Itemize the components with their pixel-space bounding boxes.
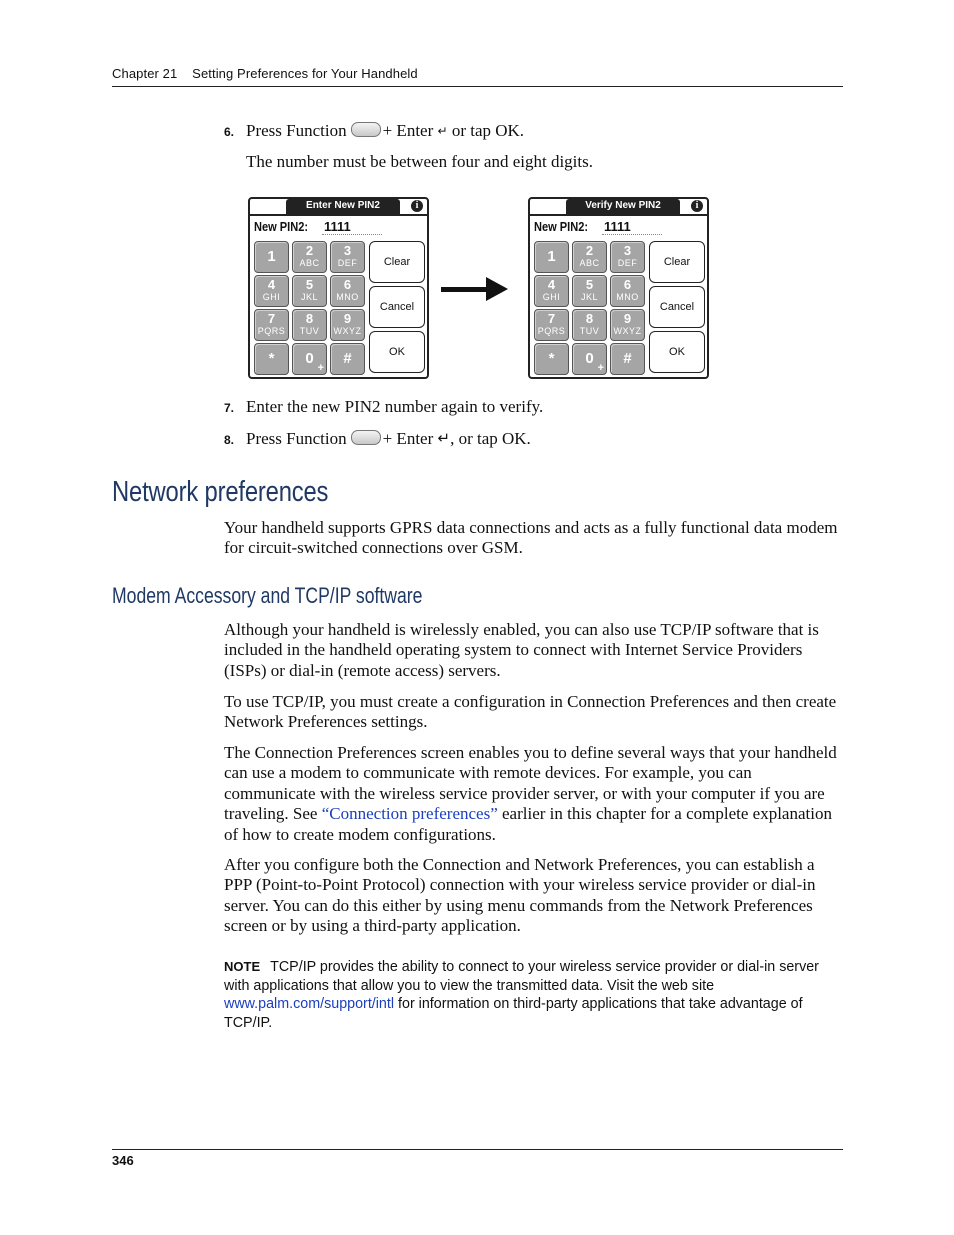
subsection-heading: Modem Accessory and TCP/IP software bbox=[112, 583, 423, 608]
key-digit: 9 bbox=[623, 311, 632, 326]
key-letters: TUV bbox=[299, 326, 320, 336]
keypad-key[interactable] bbox=[610, 275, 645, 307]
key-digit: 5 bbox=[305, 277, 314, 292]
step-6-note: The number must be between four and eight digits. bbox=[246, 152, 593, 171]
key-letters: DEF bbox=[337, 258, 358, 268]
function-key-icon bbox=[351, 122, 381, 137]
keypad-key[interactable] bbox=[254, 241, 289, 273]
key-letters: MNO bbox=[616, 292, 639, 302]
screen-title: Verify New PIN2 bbox=[566, 199, 680, 214]
step-text-mid: + Enter bbox=[382, 121, 434, 140]
section-intro: Your handheld supports GPRS data connections and acts as a fully functional data modem for circuit-switched connections over GSM. bbox=[224, 518, 838, 558]
key-digit: 8 bbox=[305, 311, 314, 326]
key-letters: PQRS bbox=[257, 326, 286, 336]
key-digit: 3 bbox=[343, 243, 352, 258]
key-letters: ABC bbox=[299, 258, 320, 268]
info-icon[interactable]: i bbox=[691, 200, 703, 212]
key-digit: 1 bbox=[267, 248, 276, 265]
paragraph-2: To use TCP/IP, you must create a configuration in Connection Preferences and then create Network Preferences settings. bbox=[224, 692, 837, 732]
step-text-post: or tap OK. bbox=[451, 121, 525, 140]
keypad-key[interactable] bbox=[610, 241, 645, 273]
key-digit: # bbox=[343, 350, 352, 367]
keypad-key[interactable] bbox=[572, 275, 607, 307]
enter-key-icon: ↵ bbox=[437, 124, 448, 138]
note-text-b: for information on third-party applications that take advantage of TCP/IP. bbox=[224, 996, 803, 1032]
key-letters: ABC bbox=[579, 258, 600, 268]
step-number: 8. bbox=[224, 433, 235, 447]
paragraph-1: Although your handheld is wirelessly enabled, you can also use TCP/IP software that is included in the handheld operating system to connect with Internet Service Providers (ISPs) or dial-in (remote access) servers. bbox=[224, 620, 819, 680]
key-letters: TUV bbox=[579, 326, 600, 336]
ok-button[interactable]: OK bbox=[649, 331, 705, 373]
keypad-key[interactable] bbox=[572, 343, 607, 375]
function-key-icon bbox=[351, 430, 381, 445]
keypad-key[interactable] bbox=[534, 275, 569, 307]
key-letters: WXYZ bbox=[333, 326, 362, 336]
paragraph-3-text-b: earlier in this chapter for a complete explanation of how to create modem configurations. bbox=[224, 804, 832, 844]
key-digit: 9 bbox=[343, 311, 352, 326]
keypad-key[interactable] bbox=[292, 241, 327, 273]
pin-entry-screen bbox=[248, 197, 429, 379]
key-digit: 2 bbox=[305, 243, 314, 258]
key-digit: 7 bbox=[547, 311, 556, 326]
key-digit: 7 bbox=[267, 311, 276, 326]
pin-field[interactable]: 1111 bbox=[604, 219, 631, 234]
step-7 bbox=[224, 397, 543, 418]
pin-field-underline bbox=[322, 234, 382, 235]
key-digit: 6 bbox=[343, 277, 352, 292]
key-plus: + bbox=[597, 362, 604, 374]
key-digit: 0 bbox=[585, 350, 594, 367]
note-label: NOTE bbox=[224, 959, 261, 974]
step-6 bbox=[224, 121, 524, 142]
screen-title-bar bbox=[250, 199, 427, 216]
key-letters: DEF bbox=[617, 258, 638, 268]
step-number: 6. bbox=[224, 125, 235, 139]
running-header: Chapter 21 Setting Preferences for Your Handheld bbox=[112, 66, 418, 81]
keypad-key[interactable] bbox=[610, 343, 645, 375]
enter-key-icon: ↵ bbox=[437, 429, 451, 447]
footer-rule bbox=[112, 1149, 843, 1150]
cancel-button[interactable]: Cancel bbox=[649, 286, 705, 328]
paragraph-4: After you configure both the Connection and Network Preferences, you can establish a PPP (Point-to-Point Protocol) connection with your wireless service provider or dial-in server. You can do this either by using menu commands from the Network Preferences screen or by using a third-party application. bbox=[224, 855, 816, 936]
cancel-button[interactable]: Cancel bbox=[369, 286, 425, 328]
screen-title-bar bbox=[530, 199, 707, 216]
keypad-key[interactable] bbox=[572, 309, 607, 341]
keypad-key[interactable] bbox=[330, 309, 365, 341]
clear-button[interactable]: Clear bbox=[369, 241, 425, 283]
keypad-key[interactable] bbox=[254, 309, 289, 341]
keypad-key[interactable] bbox=[610, 309, 645, 341]
keypad-key[interactable] bbox=[254, 343, 289, 375]
note-text-a: TCP/IP provides the ability to connect to your wireless service provider or dial-in server with applications that allow you to view the transmitted data. Visit the web site bbox=[224, 959, 819, 994]
key-letters: GHI bbox=[542, 292, 561, 302]
keypad-key[interactable] bbox=[330, 241, 365, 273]
key-digit: 3 bbox=[623, 243, 632, 258]
key-digit: 5 bbox=[585, 277, 594, 292]
keypad-key[interactable] bbox=[292, 275, 327, 307]
keypad-key[interactable] bbox=[534, 241, 569, 273]
keypad-key[interactable] bbox=[330, 275, 365, 307]
pin-field[interactable]: 1111 bbox=[324, 219, 351, 234]
step-text-mid: + Enter bbox=[382, 429, 434, 448]
header-rule bbox=[112, 86, 843, 87]
key-digit: 2 bbox=[585, 243, 594, 258]
clear-button[interactable]: Clear bbox=[649, 241, 705, 283]
key-digit: 4 bbox=[267, 277, 276, 292]
note-block bbox=[224, 958, 846, 1033]
info-icon[interactable]: i bbox=[411, 200, 423, 212]
paragraph-3 bbox=[224, 743, 844, 845]
key-letters: JKL bbox=[300, 292, 318, 302]
step-number: 7. bbox=[224, 401, 235, 415]
pin-field-underline bbox=[602, 234, 662, 235]
keypad-key[interactable] bbox=[292, 343, 327, 375]
key-digit: 0 bbox=[305, 350, 314, 367]
screen-title: Enter New PIN2 bbox=[286, 199, 400, 214]
keypad-key[interactable] bbox=[292, 309, 327, 341]
key-digit: * bbox=[548, 350, 555, 367]
key-letters: JKL bbox=[580, 292, 598, 302]
key-digit: 6 bbox=[623, 277, 632, 292]
key-digit: # bbox=[623, 350, 632, 367]
key-digit: 1 bbox=[547, 248, 556, 265]
key-letters: PQRS bbox=[537, 326, 566, 336]
keypad-key[interactable] bbox=[534, 343, 569, 375]
step-text-pre: Press Function bbox=[246, 121, 347, 140]
keypad-key[interactable] bbox=[572, 241, 607, 273]
key-letters: GHI bbox=[262, 292, 281, 302]
palm-support-link[interactable]: www.palm.com/support/intl bbox=[224, 996, 395, 1013]
ok-button[interactable]: OK bbox=[369, 331, 425, 373]
step-text-post: , or tap OK. bbox=[450, 429, 531, 448]
paragraph-3-text-a: The Connection Preferences screen enables you to define several ways that your handheld can use a modem to communicate with remote devices. For example, you can communicate with the wireless service provider server, or with your computer if you are traveling. See bbox=[224, 743, 837, 824]
key-digit: 4 bbox=[547, 277, 556, 292]
keypad-key[interactable] bbox=[534, 309, 569, 341]
key-digit: 8 bbox=[585, 311, 594, 326]
pin-label: New PIN2: bbox=[534, 219, 589, 234]
step-text-pre: Press Function bbox=[246, 429, 347, 448]
key-letters: WXYZ bbox=[613, 326, 642, 336]
keypad-key[interactable] bbox=[254, 275, 289, 307]
page-number: 346 bbox=[112, 1153, 134, 1168]
key-letters: MNO bbox=[336, 292, 359, 302]
key-digit: * bbox=[268, 350, 275, 367]
connection-preferences-link[interactable]: “Connection preferences” bbox=[321, 804, 498, 824]
key-plus: + bbox=[317, 362, 324, 374]
arrow-head-icon bbox=[486, 277, 508, 301]
pin-label: New PIN2: bbox=[254, 219, 309, 234]
keypad-key[interactable] bbox=[330, 343, 365, 375]
pin-verify-screen bbox=[528, 197, 709, 379]
arrow-right-icon bbox=[441, 287, 491, 292]
step-text: Enter the new PIN2 number again to verify. bbox=[246, 397, 544, 416]
step-8 bbox=[224, 428, 531, 450]
section-heading: Network preferences bbox=[112, 476, 329, 508]
